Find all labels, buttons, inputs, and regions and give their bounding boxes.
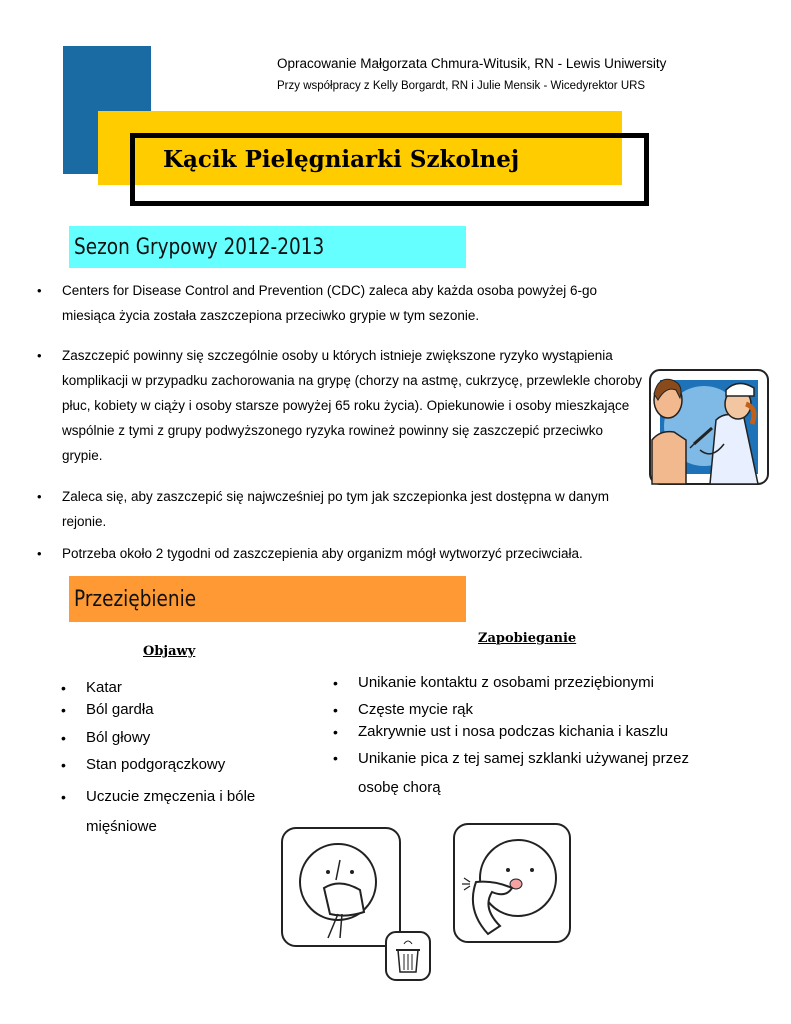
symptom-item: • Uczucie zmęczenia i bóle mięśniowe [86,782,286,842]
symptom-item: • Stan podgorączkowy [86,755,316,775]
flu-section-heading-band [69,226,466,268]
page-title: Kącik Pielęgniarki Szkolnej [163,146,520,173]
flu-bullet-2: • Zaszczepić powinny się szczególnie osoby u których istnieje zwiększone ryzyko wystąpienia komplikacji w przypadku zachorowania na grypę (chorzy na astmę, cukrzycę, przewlekle choroby płuc, kobiety w ciąży i osoby starsze powyżej 65 roku życia). Opiekunowie i osoby mieszkające wspólnie z tymi z grupy podwyższonego ryzyka rowineż powinny się zaszczepić przeciwko grypie. [62,343,642,468]
symptoms-heading: Objawy [143,644,196,659]
sneeze-elbow-illustration [452,822,574,946]
prevention-heading: Zapobieganie [478,631,577,646]
symptom-item: • Katar [86,678,316,698]
symptoms-list [86,678,316,842]
flu-bullet-4: • Potrzeba około 2 tygodni od zaszczepienia aby organizm mógł wytworzyć przeciwciała. [62,541,652,566]
flu-bullet-3: • Zaleca się, aby zaszczepić się najwcześniej po tym jak szczepionka jest dostępna w danym rejonie. [62,484,648,534]
flu-bullet-list-1 [62,278,648,328]
cold-section-heading: Przeziębienie [74,586,197,612]
flu-bullet-list-4 [62,541,652,566]
prevention-item: • Zakrywnie ust i nosa podczas kichania i kaszlu [358,722,718,742]
cold-section-heading-band [69,576,466,622]
flu-section-heading: Sezon Grypowy 2012-2013 [74,234,325,260]
prevention-item: • Unikanie kontaktu z osobami przeziębionymi [358,673,718,693]
flu-bullet-1: • Centers for Disease Control and Prevention (CDC) zaleca aby każda osoba powyżej 6-go miesiąca życia została zaszczepiona przeciwko grypie w tym sezonie. [62,278,648,328]
sneeze-tissue-illustration [280,826,436,986]
symptom-item: • Ból gardła [86,700,316,720]
prevention-list [358,673,718,802]
credit-line-1: Opracowanie Małgorzata Chmura-Witusik, RN - Lewis Uniwersity [277,56,667,71]
flu-bullet-list-3 [62,484,648,534]
prevention-item: • Unikanie pica z tej samej szklanki używanej przez osobę chorą [358,744,718,802]
nurse-vaccination-illustration [646,360,774,492]
flu-bullet-list-2 [62,343,642,468]
credit-line-2: Przy współpracy z Kelly Borgardt, RN i Julie Mensik - Wicedyrektor URS [277,80,646,92]
prevention-item: • Częste mycie rąk [358,700,718,720]
symptom-item: • Ból głowy [86,728,316,748]
